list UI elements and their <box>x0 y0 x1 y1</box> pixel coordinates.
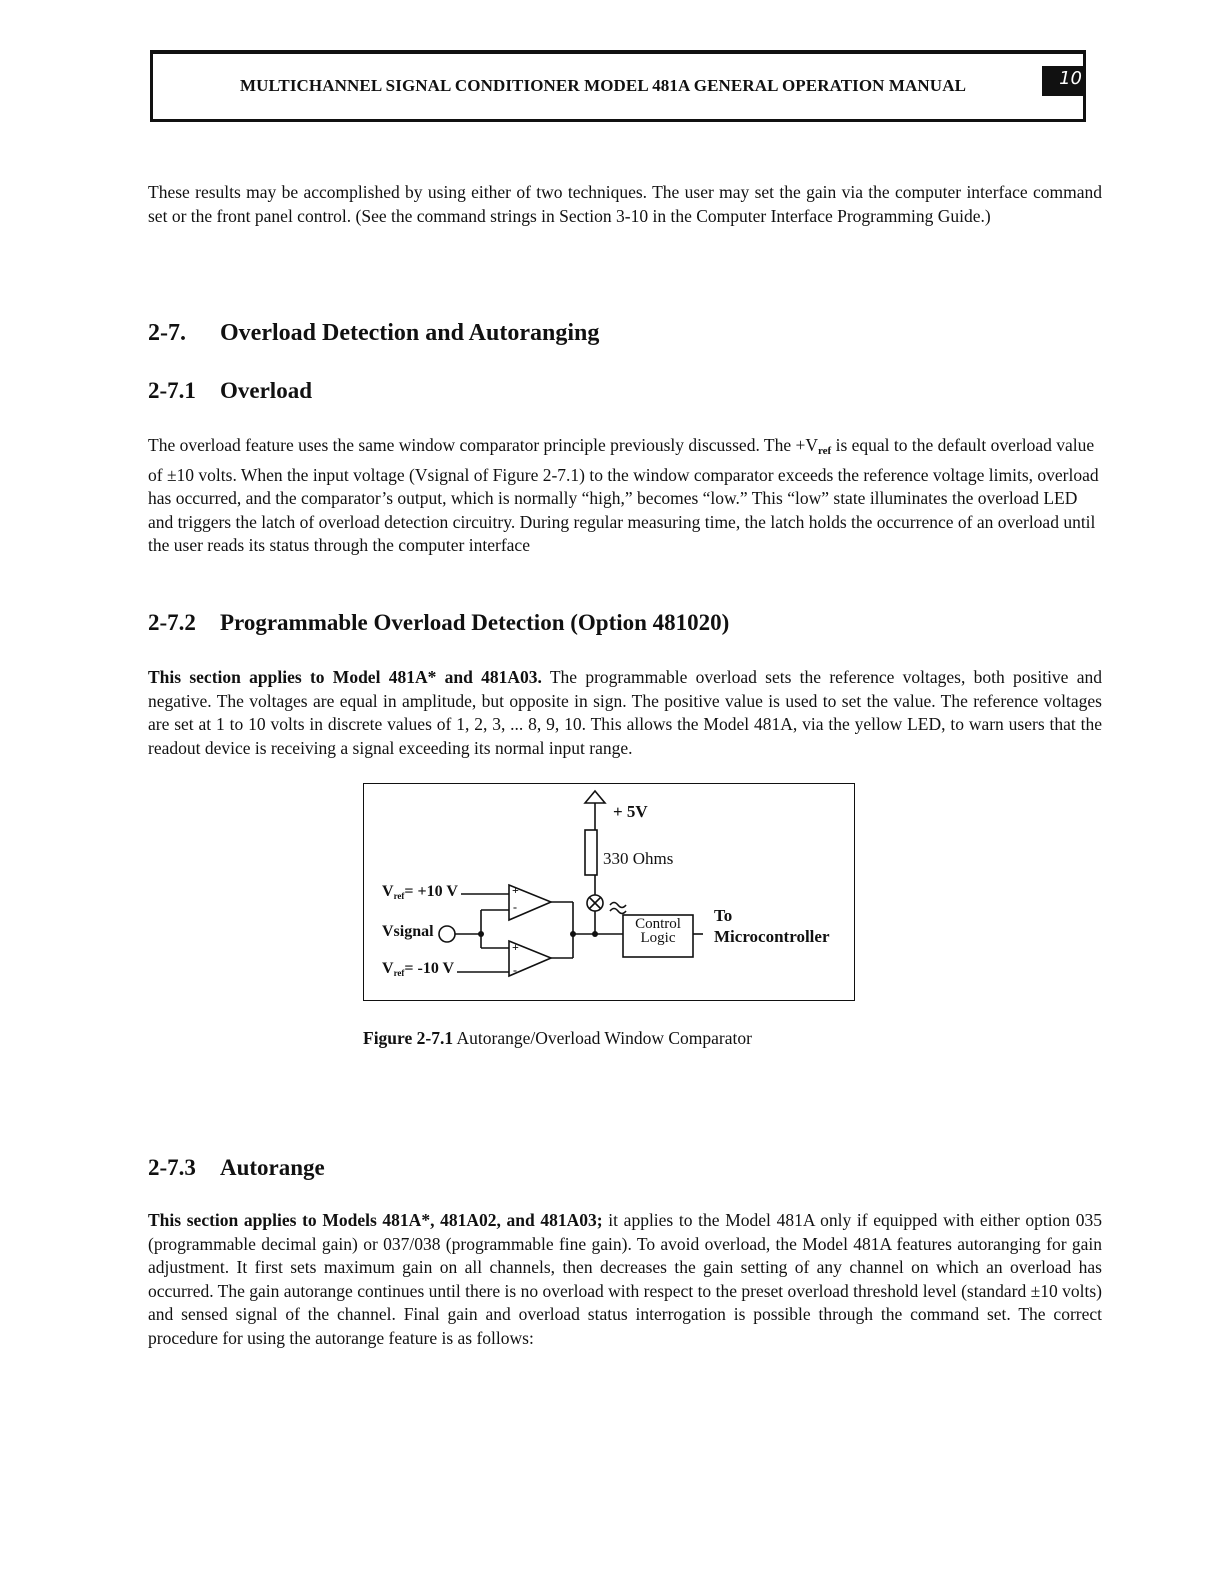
figure-number: Figure 2-7.1 <box>363 1028 454 1048</box>
vref-neg-value: = -10 V <box>404 960 455 977</box>
section-number: 2-7.1 <box>148 378 196 403</box>
overload-paragraph <box>148 434 1102 558</box>
programmable-overload-text: The programmable overload sets the reference voltages, both positive and negative. The voltages are equal in amplitude, but opposite in sign. The positive value is used to set the value. The reference voltages are set at 1 to 10 volts in discrete values of 1, 2, 3, ... 8, 9, 10. This allows the Model 481A, via the yellow LED, to warn users that the readout device is receiving a signal exceeding its normal input range. <box>148 667 1102 758</box>
section-number: 2-7.2 <box>148 610 196 635</box>
autorange-text: it applies to the Model 481A only if equipped with either option 035 (programmable decimal gain) or 037/038 (programmable fine gain). To avoid overload, the Model 481A features autoranging for gain adjustment. It first sets maximum gain on all channels, then decreases the gain setting of any channel on which an overload has occurred. The gain autorange continues until there is no overload with respect to the preset overload threshold level (standard ±10 volts) and sensed signal of the channel. Final gain and overload status interrogation is possible through the command set. The correct procedure for using the autorange feature is as follows: <box>148 1210 1102 1348</box>
control-label-line2: Logic <box>640 930 676 946</box>
microcontroller-label: Microcontroller <box>714 927 830 946</box>
vref-neg-prefix: V <box>382 960 394 977</box>
section-title: Overload Detection and Autoranging <box>220 320 600 346</box>
control-label-line1: Control <box>635 916 681 932</box>
applies-to-lead: This section applies to Models 481A*, 481A02, and 481A03; <box>148 1210 603 1230</box>
programmable-overload-paragraph <box>148 666 1102 760</box>
section-number: 2-7. <box>148 320 186 346</box>
overload-text-part2: is equal to the default overload value of ±10 volts. When the input voltage (Vsignal of Figure 2-7.1) to the window comparator exceeds the reference voltage limits, overload has occurred, and the comparator’s output, which is normally “high,” becomes “low.” This “low” state illuminates the overload LED and triggers the latch of overload detection circuitry. During regular measuring time, the latch holds the occurrence of an overload until the user reads its status through the computer interface <box>148 435 1099 555</box>
ref-subscript: ref <box>817 445 832 457</box>
vref-pos-prefix: V <box>382 883 394 900</box>
figure-caption <box>363 1028 752 1049</box>
section-2-7-3-heading <box>148 1155 325 1181</box>
vref-pos-value: = +10 V <box>404 883 458 900</box>
signal-input-symbol <box>439 926 455 942</box>
lower-plus-sign: + <box>512 940 519 954</box>
vref-pos-subscript: ref <box>393 891 405 901</box>
to-label: To <box>714 906 733 925</box>
vref-neg-subscript: ref <box>393 968 405 978</box>
supply-symbol <box>585 791 605 803</box>
section-number: 2-7.3 <box>148 1155 196 1180</box>
overload-text-part1: The overload feature uses the same window comparator principle previously discussed. The +V <box>148 435 818 455</box>
vsignal-label: Vsignal <box>382 923 434 940</box>
section-title: Overload <box>220 378 312 403</box>
section-2-7-2-heading <box>148 610 729 636</box>
figure-title: Autorange/Overload Window Comparator <box>453 1028 752 1048</box>
applies-to-lead: This section applies to Model 481A* and 481A03. <box>148 667 542 687</box>
vref-positive-label <box>382 883 458 901</box>
section-title: Programmable Overload Detection (Option 481020) <box>220 610 730 635</box>
intro-paragraph: These results may be accomplished by using either of two techniques. The user may set the gain via the computer interface command set or the front panel control. (See the command strings in Section 3-10 in the Computer Interface Programming Guide.) <box>148 182 1102 226</box>
upper-plus-sign: + <box>512 883 519 897</box>
page-number: 10 <box>1059 68 1082 89</box>
autorange-paragraph <box>148 1209 1102 1350</box>
lower-minus-sign: - <box>513 963 517 977</box>
section-2-7-heading <box>148 320 599 347</box>
resistor-symbol <box>585 830 597 875</box>
section-title: Autorange <box>220 1155 325 1180</box>
control-logic-label <box>623 917 693 945</box>
section-2-7-1-heading <box>148 378 312 404</box>
manual-title: MULTICHANNEL SIGNAL CONDITIONER MODEL 481A GENERAL OPERATION MANUAL <box>240 76 967 95</box>
vref-negative-label <box>382 960 454 978</box>
resistor-label: 330 Ohms <box>603 849 674 868</box>
supply-label: + 5V <box>613 802 648 821</box>
upper-minus-sign: - <box>513 900 517 914</box>
